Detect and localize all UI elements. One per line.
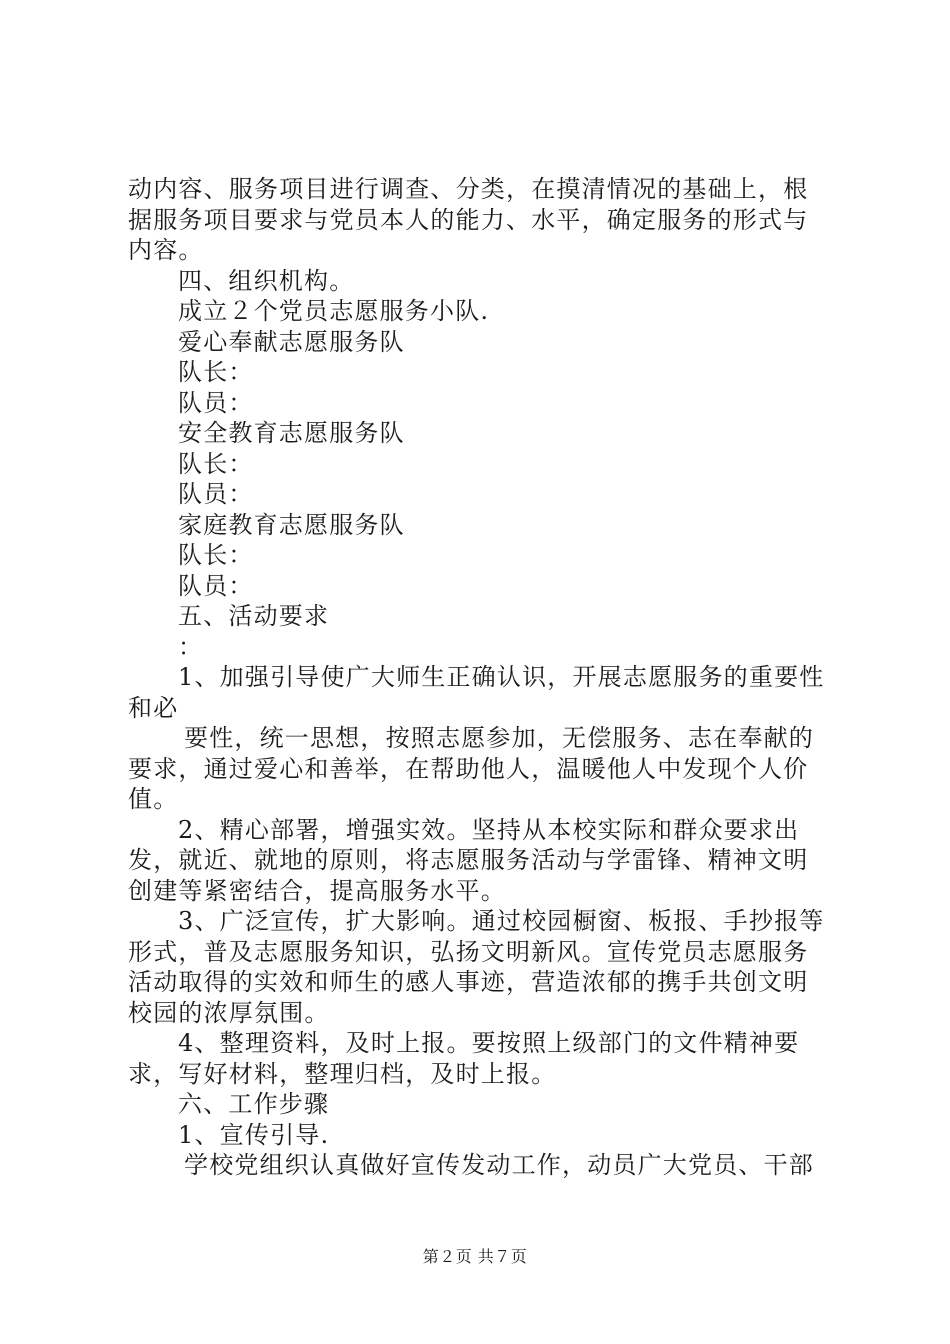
paragraph: 动内容、服务项目进行调查、分类，在摸清情况的基础上，根据服务项目要求与党员本人的能力、水平，确定服务的形式与内容。 (128, 175, 809, 264)
team-member-label: 队员： (178, 571, 254, 600)
list-item: 3、广泛宣传，扩大影响。通过校园橱窗、板报、手抄报等形式，普及志愿服务知识，弘扬文明新风。宣传党员志愿服务活动取得的实效和师生的感人事迹，营造浓郁的携手共创文明校园的浓厚氛围。 (128, 907, 825, 1027)
team-member-label: 队员： (178, 480, 254, 508)
team-name: 家庭教育志愿服务队 (178, 510, 405, 539)
paragraph: 学校党组织认真做好宣传发动工作，动员广大党员、干部 (184, 1151, 814, 1179)
team-leader-label: 队长： (178, 358, 254, 386)
team-leader-label: 队长： (178, 449, 254, 478)
team-name: 安全教育志愿服务队 (178, 419, 405, 447)
paragraph: ： (178, 632, 204, 661)
list-item: 4、整理资料，及时上报。要按照上级部门的文件精神要求，写好材料，整理归档，及时上报。 (128, 1029, 800, 1088)
paragraph: 成立２个党员志愿服务小队. (178, 297, 490, 325)
paragraph: 要性，统一思想，按照志愿参加，无偿服务、志在奉献的要求，通过爱心和善举，在帮助他人，温暖他人中发现个人价值。 (128, 724, 814, 813)
section-heading: 四、组织机构。 (178, 266, 355, 295)
team-name: 爱心奉献志愿服务队 (178, 327, 405, 356)
team-member-label: 队员： (178, 388, 254, 417)
team-leader-label: 队长： (178, 541, 254, 569)
section-heading: 五、活动要求 (178, 602, 330, 630)
list-item: 1、宣传引导. (178, 1120, 330, 1149)
list-item: 1、加强引导使广大师生正确认识，开展志愿服务的重要性和必 (128, 663, 825, 722)
page-number-footer: 第２页 共７页 (422, 1247, 528, 1266)
list-item: 2、精心部署，增强实效。坚持从本校实际和群众要求出发，就近、就地的原则，将志愿服务活动与学雷锋、精神文明创建等紧密结合，提高服务水平。 (128, 815, 809, 905)
document-body (128, 174, 832, 1181)
section-heading: 六、工作步骤 (178, 1090, 330, 1118)
